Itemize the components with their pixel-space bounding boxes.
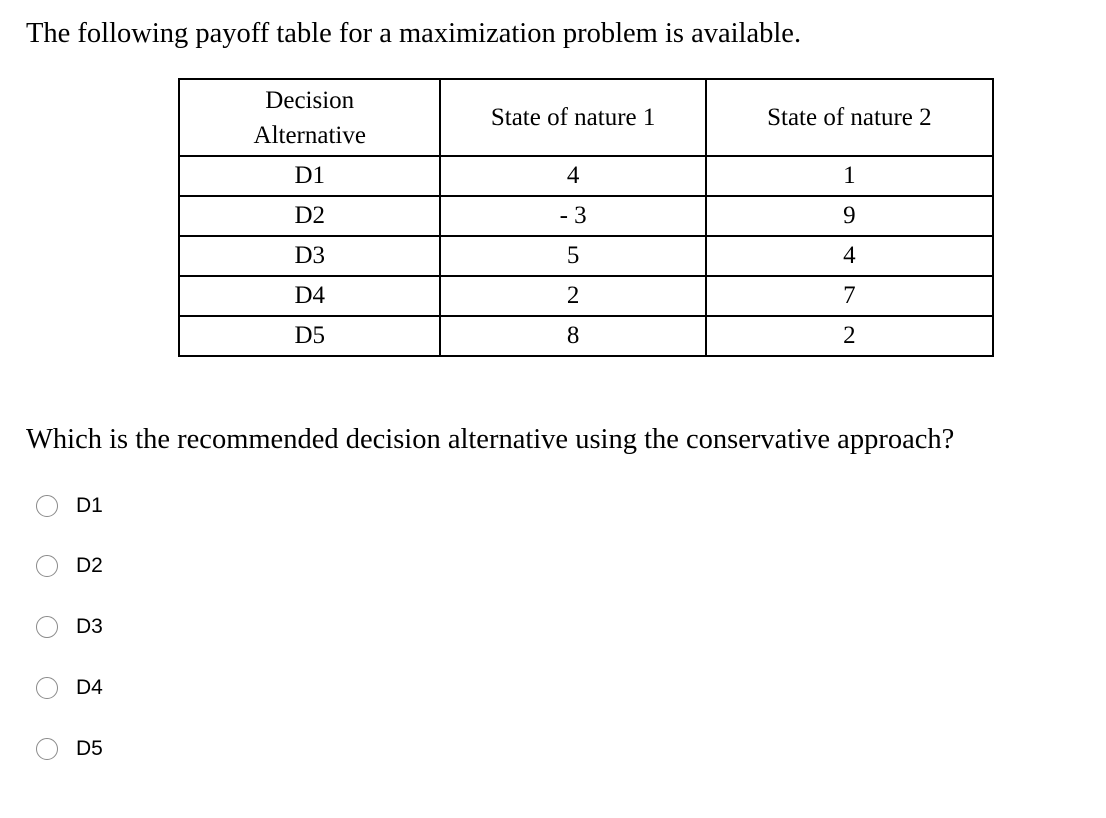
header-state-of-nature-2: State of nature 2 — [706, 79, 993, 156]
table-row — [179, 156, 993, 196]
radio-button[interactable] — [36, 555, 58, 577]
question-intro: The following payoff table for a maximization problem is available. — [26, 18, 802, 49]
decision-cell: D3 — [179, 236, 440, 276]
payoff-cell-state-1: 2 — [440, 276, 705, 316]
option-label: D4 — [76, 676, 103, 699]
radio-button[interactable] — [36, 677, 58, 699]
option-d5[interactable] — [36, 729, 236, 769]
payoff-cell-state-2: 2 — [706, 316, 993, 356]
decision-cell: D1 — [179, 156, 440, 196]
header-decision-alternative: Decision Alternative — [179, 79, 440, 156]
payoff-table — [178, 78, 994, 357]
payoff-cell-state-1: 4 — [440, 156, 705, 196]
payoff-cell-state-2: 9 — [706, 196, 993, 236]
option-d3[interactable] — [36, 607, 236, 647]
radio-button[interactable] — [36, 495, 58, 517]
table-row — [179, 236, 993, 276]
payoff-cell-state-1: - 3 — [440, 196, 705, 236]
question-prompt: Which is the recommended decision alternative using the conservative approach? — [26, 424, 955, 455]
payoff-cell-state-2: 4 — [706, 236, 993, 276]
payoff-cell-state-2: 1 — [706, 156, 993, 196]
header-state-of-nature-1: State of nature 1 — [440, 79, 705, 156]
decision-cell: D4 — [179, 276, 440, 316]
option-d1[interactable] — [36, 486, 236, 526]
option-label: D1 — [76, 494, 103, 517]
radio-button[interactable] — [36, 738, 58, 760]
payoff-cell-state-2: 7 — [706, 276, 993, 316]
option-d2[interactable] — [36, 546, 236, 586]
payoff-cell-state-1: 5 — [440, 236, 705, 276]
table-row — [179, 316, 993, 356]
table-row — [179, 196, 993, 236]
option-d4[interactable] — [36, 668, 236, 708]
option-label: D2 — [76, 554, 103, 577]
option-label: D5 — [76, 737, 103, 760]
decision-cell: D2 — [179, 196, 440, 236]
option-label: D3 — [76, 615, 103, 638]
table-row — [179, 276, 993, 316]
decision-cell: D5 — [179, 316, 440, 356]
radio-button[interactable] — [36, 616, 58, 638]
table-header-row — [179, 79, 993, 156]
payoff-cell-state-1: 8 — [440, 316, 705, 356]
